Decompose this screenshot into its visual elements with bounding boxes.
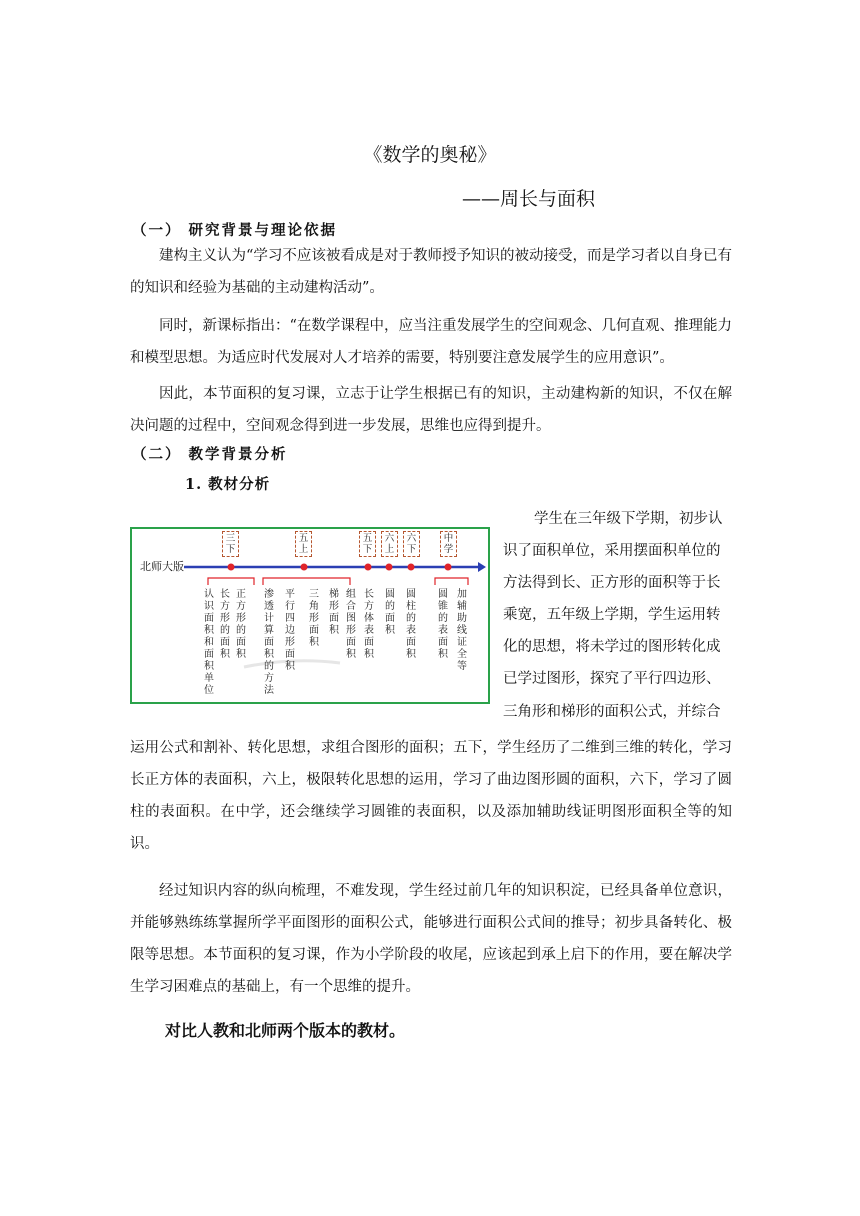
timeline-dot: [301, 564, 308, 571]
topic-label: 认识面积和面积单位: [204, 589, 214, 696]
timeline-dot: [408, 564, 415, 571]
section1-paragraph-3: 因此，本节面积的复习课，立志于让学生根据已有的知识，主动建构新的知识，不仅在解决问题的过程中，空间观念得到进一步发展，思维也应得到提升。: [130, 386, 732, 434]
section1-heading: （一） 研究背景与理论依据: [132, 222, 338, 239]
section1-paragraph-2: 同时，新课标指出：“在数学课程中，应当注重发展学生的空间观念、几何直观、推理能力和模型思想。为适应时代发展对人才培养的需要，特别要注意发展学生的应用意识”。: [130, 318, 732, 366]
document-title: 《数学的奥秘》: [363, 144, 497, 166]
timeline-dot: [228, 564, 235, 571]
topic-label: 三角形面积: [309, 589, 319, 648]
topic-label: 正方形的面积: [236, 589, 246, 660]
topic-label: 长方形的面积: [220, 589, 230, 660]
timeline-dot: [386, 564, 393, 571]
topic-label: 圆的面积: [385, 589, 395, 636]
side-text-line: 识了面积单位，采用摆面积单位的: [503, 543, 721, 559]
grade-badge: 五上: [295, 531, 312, 557]
grade-badge: 六上: [381, 531, 398, 557]
topic-label: 圆柱的表面积: [406, 589, 416, 660]
bracket-middle-school: [435, 578, 468, 585]
section2-paragraph-summary: 经过知识内容的纵向梳理，不难发现，学生经过前几年的知识积淀，已经具备单位意识，并能够熟练练掌握所学平面图形的面积公式，能够进行面积公式间的推导；初步具备转化、极限等思想。本节面积的复习课，作为小学阶段的收尾，应该起到承上启下的作用，要在解决学生学习困难点的基础上，有一个思维的提升。: [130, 883, 732, 995]
topic-label: 长方体表面积: [364, 589, 374, 660]
document-subtitle: ——周长与面积: [462, 188, 596, 210]
grade-badge: 中学: [440, 531, 457, 557]
topic-label: 平行四边形面积: [285, 589, 295, 672]
topic-label: 圆锥的表面积: [438, 589, 448, 660]
subsection-textbook-analysis: 1. 教材分析: [185, 476, 271, 493]
bracket-grade5-first: [263, 578, 350, 585]
edition-label: 北师大版: [140, 560, 184, 573]
topic-label: 加辅助线证全等: [457, 589, 467, 672]
grade-badge: 三下: [222, 531, 239, 557]
knowledge-timeline-figure: [130, 527, 490, 704]
timeline-dot: [445, 564, 452, 571]
section2-paragraph-continued: 运用公式和割补、转化思想，求组合图形的面积；五下，学生经历了二维到三维的转化，学习长正方体的表面积，六上，极限转化思想的运用，学习了曲边图形圆的面积，六下，学习了圆柱的表面积。在中学，还会继续学习圆锥的表面积，以及添加辅助线证明图形面积全等的知识。: [130, 740, 732, 852]
topic-label: 渗透计算面积的方法: [264, 589, 274, 696]
topic-label: 组合图形面积: [346, 589, 356, 660]
grade-badge: 五下: [359, 531, 376, 557]
section2-heading: （二） 教学背景分析: [132, 446, 288, 463]
side-text-line: 乘宽，五年级上学期，学生运用转: [503, 607, 721, 623]
side-text-line: 方法得到长、正方形的面积等于长: [503, 575, 721, 591]
side-text-line: 学生在三年级下学期，初步认: [534, 511, 723, 527]
closing-statement: 对比人教和北师两个版本的教材。: [165, 1021, 406, 1040]
side-text-line: 已学过图形，探究了平行四边形、: [503, 671, 721, 687]
grade-badge: 六下: [403, 531, 420, 557]
topic-label: 梯形面积: [329, 589, 339, 636]
timeline-arrow-head: [478, 562, 486, 572]
side-text-line: 化的思想，将未学过的图形转化成: [503, 639, 721, 655]
bracket-grade3: [208, 578, 254, 585]
side-text-line: 三角形和梯形的面积公式，并综合: [503, 704, 721, 720]
timeline-dot: [365, 564, 372, 571]
section1-paragraph-1: 建构主义认为“学习不应该被看成是对于教师授予知识的被动接受，而是学习者以自身已有的知识和经验为基础的主动建构活动”。: [130, 248, 732, 296]
